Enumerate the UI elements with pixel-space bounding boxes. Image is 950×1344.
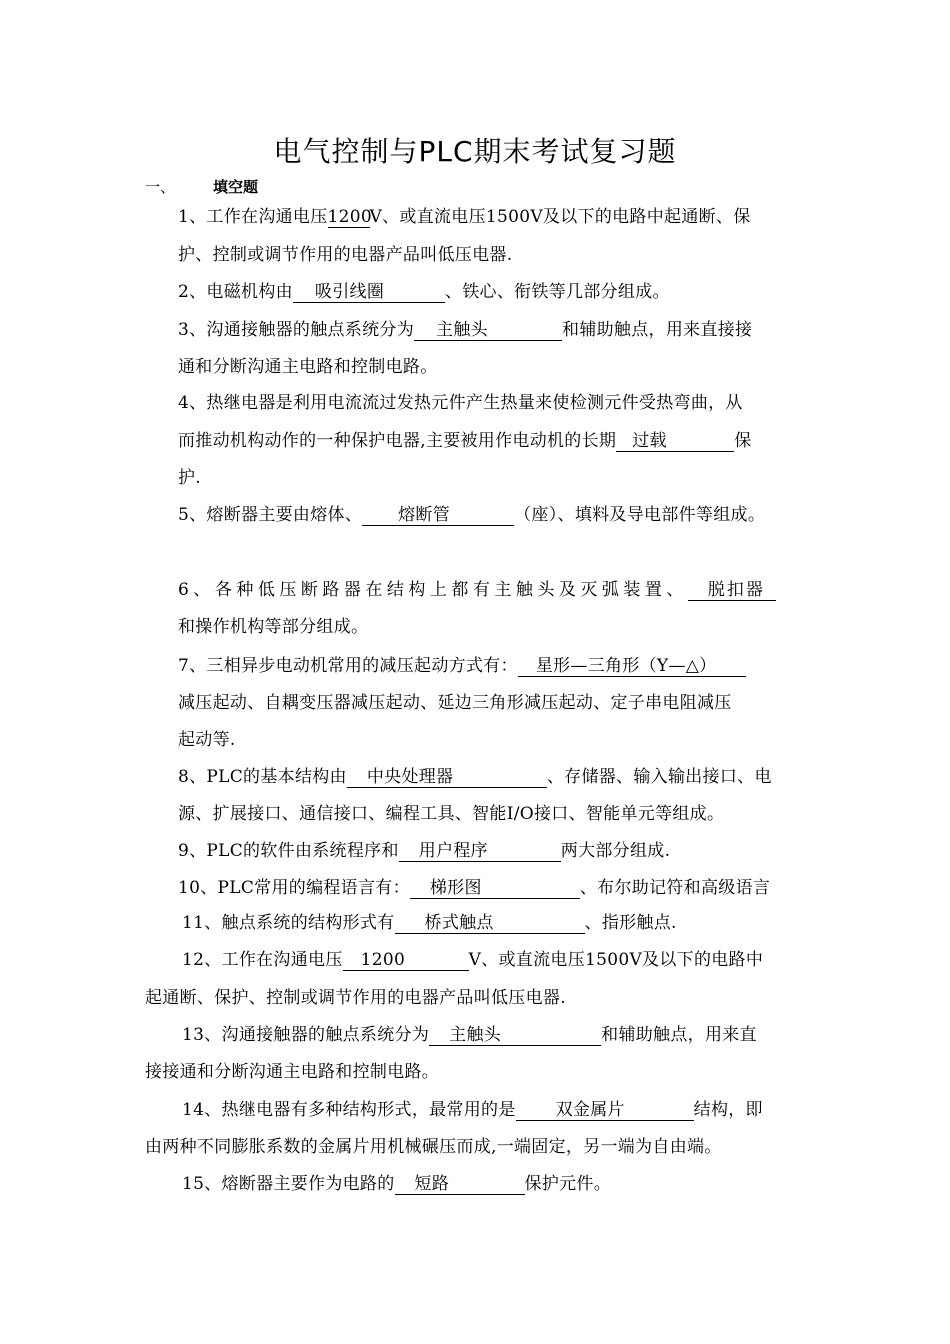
section-number: 一、 [145, 178, 176, 196]
question-3 [178, 315, 752, 341]
question-11 [182, 908, 677, 934]
question-13-cont: 接接通和分断沟通主电路和控制电路。 [145, 1062, 440, 1082]
q9-text: 9、PLC的软件由系统程序和 [178, 841, 399, 861]
q11-text: 11、触点系统的结构形式有 [182, 913, 395, 933]
q7-text: 7、三相异步电动机常用的减压起动方式有： [178, 656, 518, 676]
q14-answer: 双金属片 [516, 1102, 694, 1121]
q13-answer: 主触头 [429, 1027, 601, 1046]
q12-text: 12、工作在沟通电压 [182, 950, 343, 970]
question-4: 4、热继电器是利用电流流过发热元件产生热量来使检测元件受热弯曲，从 [178, 393, 743, 413]
question-3-cont: 通和分断沟通主电路和控制电路。 [178, 357, 438, 377]
question-14-cont: 由两种不同膨胀系数的金属片用机械碾压而成,一端固定，另一端为自由端。 [145, 1137, 722, 1157]
q5-answer: 熔断管 [362, 507, 514, 526]
question-9 [178, 836, 670, 862]
q15-text: 15、熔断器主要作为电路的 [182, 1174, 395, 1194]
question-10 [178, 873, 770, 899]
q6-answer: 脱扣器 [688, 582, 776, 601]
question-7-cont2: 起动等. [178, 730, 236, 750]
q15-answer: 短路 [395, 1176, 525, 1195]
q3-answer: 主触头 [414, 322, 562, 341]
question-13 [182, 1020, 757, 1046]
q5-text-post: （座）、填料及导电部件等组成。 [514, 505, 766, 525]
q15-text-post: 保护元件。 [524, 1174, 612, 1194]
q13-text-post: 和辅助触点，用来直 [601, 1025, 757, 1045]
question-2 [178, 277, 670, 303]
q1-text: 1、工作在沟通电压 [178, 207, 328, 227]
q1-answer: 1200 [327, 207, 372, 227]
question-15 [182, 1169, 611, 1195]
question-14 [182, 1095, 763, 1121]
q2-answer: 吸引线圈 [293, 284, 445, 303]
q10-text: 10、PLC常用的编程语言有： [178, 878, 410, 898]
q14-text-post: 结构，即 [693, 1100, 763, 1120]
q8-text-post: 、存储器、输入输出接口、电 [546, 767, 772, 787]
q3-text: 3、沟通接触器的触点系统分为 [178, 320, 415, 340]
q10-answer: 梯形图 [410, 880, 580, 899]
question-1-cont: 护、控制或调节作用的电器产品叫低压电器. [178, 245, 513, 265]
q6-text: 6、各种低压断路器在结构上都有主触头及灭弧装置、 [178, 580, 688, 600]
q4-text-post: 保 [734, 431, 752, 451]
page-title: 电气控制与PLC期末考试复习题 [273, 135, 677, 168]
q12-text-post: V、或直流电压1500V及以下的电路中 [468, 950, 764, 970]
question-12-cont: 起通断、保护、控制或调节作用的电器产品叫低压电器. [145, 988, 566, 1008]
question-12 [182, 945, 763, 971]
q8-answer: 中央处理器 [347, 769, 547, 788]
question-6 [178, 575, 776, 601]
q4-answer: 过载 [616, 433, 734, 452]
q2-text-post: 、铁心、衔铁等几部分组成。 [444, 282, 670, 302]
section-title: 填空题 [213, 178, 259, 196]
q8-text: 8、PLC的基本结构由 [178, 767, 347, 787]
q3-text-post: 和辅助触点，用来直接接 [562, 320, 753, 340]
question-4-cont: 护. [178, 468, 202, 488]
q11-answer: 桥式触点 [395, 915, 585, 934]
q11-text-post: 、指形触点. [584, 913, 677, 933]
question-7 [178, 651, 746, 677]
q2-text: 2、电磁机构由 [178, 282, 293, 302]
question-5 [178, 500, 765, 526]
q14-text: 14、热继电器有多种结构形式，最常用的是 [182, 1100, 516, 1120]
question-7-cont: 减压起动、自耦变压器减压起动、延边三角形减压起动、定子串电阻减压 [178, 693, 732, 713]
question-6-cont: 和操作机构等部分组成。 [178, 617, 369, 637]
q9-answer: 用户程序 [399, 843, 561, 862]
q12-answer: 1200 [343, 952, 469, 971]
q4-text: 而推动机构动作的一种保护电器,主要被用作电动机的长期 [178, 431, 617, 451]
question-4-line2 [178, 426, 752, 452]
q1-text-post: V、或直流电压1500V及以下的电路中起通断、保 [369, 207, 751, 227]
q7-answer: 星形—三角形（Y—△） [518, 658, 746, 677]
q10-text-post: 、布尔助记符和高级语言 [579, 878, 771, 898]
q13-text: 13、沟通接触器的触点系统分为 [182, 1025, 430, 1045]
section-heading [145, 176, 258, 197]
q5-text: 5、熔断器主要由熔体、 [178, 505, 363, 525]
q9-text-post: 两大部分组成. [560, 841, 671, 861]
question-1 [178, 202, 751, 228]
question-8-cont: 源、扩展接口、通信接口、编程工具、智能I/O接口、智能单元等组成。 [178, 804, 725, 824]
question-8 [178, 762, 772, 788]
